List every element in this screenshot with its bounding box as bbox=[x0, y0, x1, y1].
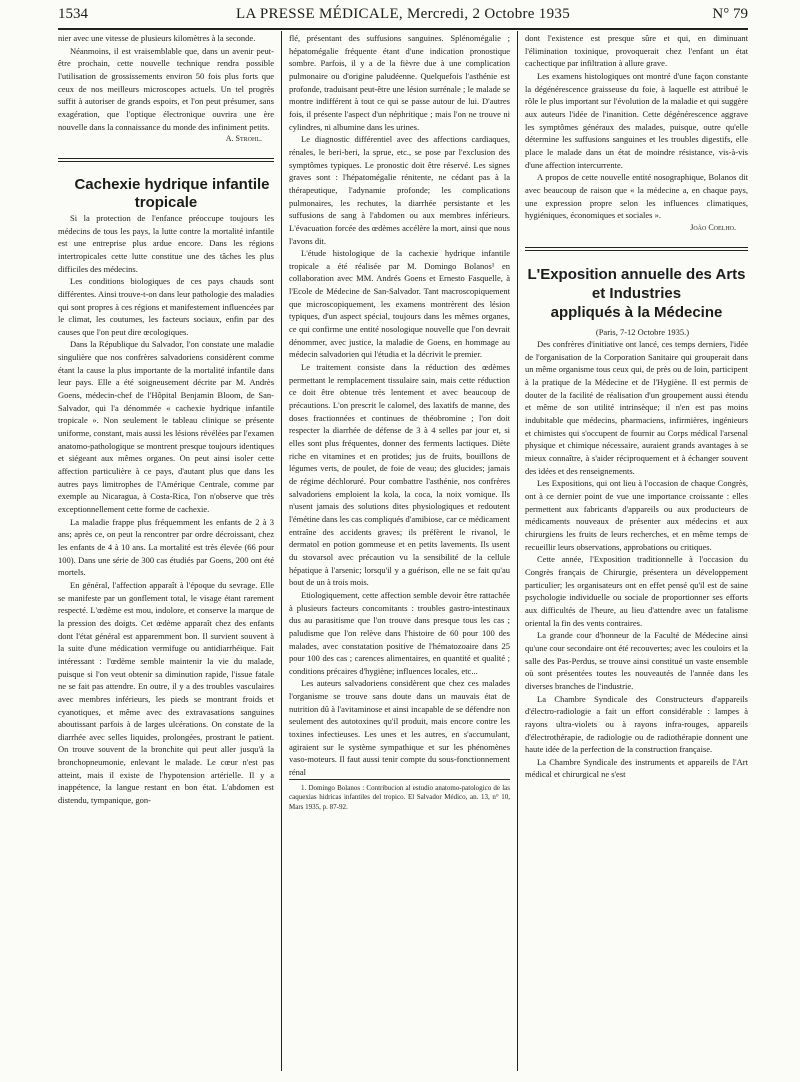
paragraph: Les examens histologiques ont montré d'une façon constante la dégénérescence graisseuse du foie, à laquelle est attribué le rôle le plus important sur l'évolution de la maladie et qui suggère aux auteurs l'idée de l'inanition. Cette dégénérescence aggrave les symptômes généraux des malades, puisque, outre qu'elle détermine les suffusions sanguines et les troubles digestifs, elle place le malade dans un état de moindre résistance, vis-à-vis d'une affection intercurrente. bbox=[525, 70, 748, 170]
issue-number: N° 79 bbox=[712, 6, 748, 22]
article-dateline: (Paris, 7-12 Octobre 1935.) bbox=[595, 326, 690, 337]
author-signature: A. Strohl. bbox=[225, 134, 262, 144]
paragraph: nier avec une vitesse de plusieurs kilomètres à la seconde. bbox=[58, 33, 256, 43]
section-separator bbox=[58, 158, 274, 162]
paragraph: flé, présentant des suffusions sanguines. Splénomégalie ; hépatomégalie fréquente étant d'une indication pronostique sombre. Parfois, il y a de la fièvre due à une complication pulmonaire ou d'origine paludéenne. Quelquefois l'asthénie est profonde, traduisant peut-être une lésion surrénale ; le malade se montre indifférent à tout ce qui se passe autour de lui. D'autres fois, il présente l'aspect d'un néphritique ; mais l'on ne trouve ni cylindres, ni albumine dans les urines. bbox=[289, 33, 510, 132]
paragraph: Cette année, l'Exposition traditionnelle à l'occasion du Congrès français de Chirurgie, présentera un développement particulier; les organisateurs ont en effet pensé qu'il est de saine psychologie individuelle ou sociale de proportionner ses efforts aux difficultés de l'heure, au lieu d'attendre avec un fatalisme oriental la fin des vents contraires. bbox=[525, 554, 748, 628]
author-signature: João Coelho. bbox=[690, 222, 736, 232]
paragraph: L'étude histologique de la cachexie hydrique infantile tropicale a été réalisée par M. Domingo Bolanos¹ en collaboration avec MM. Andrés Goens et Ernesto Fasquelle, à l'Ecole de Médecine de San-Salvador. Tant macroscopiquement que microscopiquement, les examens montrèrent des lésion typiques, d'un aspect spécial, toujours dans les mêmes organes, ce qui confirme une entité nosologique nouvelle que l'on devrait dénommer, avec justice, la maladie de Goens, en hommage au médecin salvadorien qui l'étudia et la décrivit le premier. bbox=[289, 248, 510, 360]
paragraph: Le diagnostic différentiel avec des affections cardiaques, rénales, le beri-beri, la sprue, etc., se pose par l'exclusion des symptômes typiques. Le pronostic doit être réservé. Les signes graves sont : l'hépatomégalie rénitente, ne cédant pas à la thérapeutique, l'adynamie profonde; les complications pulmonaires, les rechutes, la diarrhée persistante et les suffusions de sang à l'abdomen ou aux membres inférieurs. L'évacuation forcée des œdèmes accélère la mort, ainsi que nous l'avons dit. bbox=[289, 134, 510, 246]
paragraph: Les conditions biologiques de ces pays chauds sont différentes. Ainsi trouve-t-on dans leur pathologie des maladies qui sont propres à ces régions et manifestement influencées par le climat, les coutumes, les facteurs sociaux, enfin par des causes que l'on peut dire œcologiques. bbox=[58, 276, 274, 337]
paragraph: La Chambre Syndicale des instruments et appareils de l'Art médical et chirurgical ne s'est bbox=[525, 756, 748, 780]
paragraph: Néanmoins, il est vraisemblable que, dans un avenir peut-être prochain, cette nouvelle technique rendra possible l'utilisation de grossissements environ 50 fois plus forts que ceux de nos meilleurs microscopes actuels. Un tel progrès suffit à autoriser de grands espoirs, et l'on peut présumer, sans exagération, que l'optique électronique ouvrira une ère nouvelle dans la connaissance du monde des infiniment petits. bbox=[58, 45, 274, 132]
article-title-line: appliqués à la Médecine bbox=[550, 303, 723, 321]
paragraph: La Chambre Syndicale des Constructeurs d'appareils d'électro-radiologie a fait un effort considérable : lampes à rayons ultra-violets ou à rayons infra-rouges, appareils d'électrothérapie, de radiologie ou de radiothérapie donnent une haute idée de la perfection de la construction française. bbox=[525, 693, 748, 755]
article-title-line: et Industries bbox=[591, 284, 682, 302]
paragraph: La grande cour d'honneur de la Faculté de Médecine ainsi qu'une cour secondaire ont été recouvertes; avec les couloirs et la salle des Pas-Perdus, se trouve ainsi constitué un vaste ensemble où sont présentées toutes les nouveautés de l'année dans les diverses branches de l'industrie. bbox=[525, 630, 748, 691]
column-divider bbox=[517, 31, 518, 1071]
paragraph: A propos de cette nouvelle entité nosographique, Bolanos dit avec beaucoup de raison que « la médecine a, en chaque pays, une expression propre selon les influences climatiques, hygiéniques, économiques et sociales ». bbox=[525, 172, 748, 221]
section-separator bbox=[525, 247, 748, 251]
article-title: Cachexie hydrique infantile tropicale bbox=[74, 175, 270, 211]
paragraph: Les Expositions, qui ont lieu à l'occasion de chaque Congrès, ont à ce dernier point de vue une importance croissante : elles permettent aux fabricants d'appareils ou aux producteurs de médicaments nouveaux de présenter aux médecins et aux chirurgiens les fruits de leurs recherches, et en même temps de recueillir leurs observations, approbations ou critiques. bbox=[525, 478, 748, 552]
column-divider bbox=[281, 31, 282, 1071]
paragraph: Etiologiquement, cette affection semble devoir être rattachée à plusieurs facteurs concomitants : troubles gastro-intestinaux dus au parasitisme que l'on trouve dans presque tous les cas ; paludisme que l'on relève dans l'histoire de 60 pour 100 des malades, avec constatation positive de l'hématozoaire dans 25 pour 100 des cas ; carences alimentaires, en quantité et qualité ; conditions précaires d'hygiène; influences locales, etc... bbox=[289, 589, 510, 676]
paragraph: En général, l'affection apparaît à l'époque du sevrage. Elle se manifeste par un gonflement total, le visage étant rarement respecté. L'œdème est mou, indolore, et conserve la marque de la pression des doigts. Cet œdème apparaît chez des enfants dont l'état général est apparemment bon. Il survient souvent à la suite d'une médication vermifuge ou antidiarrhéique. Fait intéressant : l'œdème semble maintenir la vie du malade, puisque si l'on veut obtenir sa diminution rapide, l'issue fatale ne se fait pas attendre. En outre, il y a des troubles vasculaires avec membres inférieurs, les pieds se montrant froids et cyanotiques, et même avec des extravasations sanguines aboutissant parfois à de larges ulcérations. On constate de la diarrhée avec selles liquides, prolongées, prostrant le patient. On trouve souvent de la bronchite qui peut aller jusqu'à la bronchopneumonie, enlevant le malade. Le cœur n'est pas atteint, mais il existe de l'hypotension artérielle. Il y a inappétence, la langue restant en bon état. L'abdomen est distendu, tympanique, gon- bbox=[58, 579, 274, 806]
page-header bbox=[58, 6, 748, 28]
paragraph: Les auteurs salvadoriens considèrent que chez ces malades l'organisme se trouve sans doute dans un mauvais état de nutrition dû à l'avitaminose et ainsi incapable de se défendre non seulement des autotoxines qu'il produit, mais encore contre les toxines infectieuses. Les unes et les autres, en s'accumulant, agiraient sur le système sympathique et sur les phénomènes vaso-moteurs. Il faut aussi tenir compte du sous-fonctionnement rénal bbox=[289, 678, 510, 778]
page-number: 1534 bbox=[58, 6, 88, 22]
paragraph: Des confrères d'initiative ont lancé, ces temps derniers, l'idée de l'organisation de la Corporation Sanitaire qui grouperait dans un même organisme tous ceux qui, de près ou de loin, participent à la pratique de la Médecine et de l'Hygiène. Il est permis de douter de la facilité de réalisation d'un groupement aussi étendu et même de son utilité intrinsèque; il n'en est pas moins indubitable que médecins, pharmaciens, infirmières, ingénieurs et chimistes qui s'occupent de fournir au Corps médical l'arsenal physique et chimique nécessaire, auraient grands avantages à se mieux connaître, à s'aider réciproquement et à échanger souvent des idées et des renseignements. bbox=[525, 339, 748, 476]
article-title bbox=[525, 265, 748, 322]
article-title-line: L'Exposition annuelle des Arts bbox=[527, 265, 746, 283]
paragraph: Dans la République du Salvador, l'on constate une maladie singulière que nos confrères salvadoriens considèrent comme étant la cause la plus importante de la mortalité infantile dans leur pays. Elle a été soigneusement décrite par M. Andrès Goens, médecin-chef de l'Hôpital Benjamin Bloom, de San-Salvador, qui l'a dénommée « cachexie hydrique infantile tropicale ». Non seulement le tableau clinique se présente uniforme, constant, mais aussi les lésions révélées par l'examen anatomo-pathologique se montrent presque toujours identiques et siégeant aux mêmes organes. On peut ainsi isoler cette affection particulière à ce pays, d'autant plus que dans les autres pays limitrophes de l'Amérique Centrale, comme par exemple au Nicaragua, à Costa-Rica, l'on n'observe que très exceptionnellement cette forme de cachexie. bbox=[58, 339, 274, 514]
column-right bbox=[525, 32, 748, 781]
paragraph: Si la protection de l'enfance préoccupe toujours les médecins de tous les pays, la lutte contre la mortalité infantile est une entreprise plus ardue encore. Dans les régions intertropicales cette lutte constitue une des tâches les plus difficiles des médecins. bbox=[58, 212, 274, 274]
header-rule bbox=[58, 28, 748, 30]
column-left bbox=[58, 32, 274, 807]
paragraph: Le traitement consiste dans la réduction des œdèmes permettant le remplacement tissulaire sain, mais cette réduction ce doit être obtenue très lentement et avec beaucoup de précautions. L'on prescrit le calomel, des laxatifs de manne, des doses fractionnées et continues de théobromine ; l'on doit respecter la diarrhée de défense de 3 à 4 selles par jour et, si elles sont plus fréquentes, donner des ferments lactiques. Diète riche en vitamines et en protides; jus de fruits, bouillons de légumes verts, de poulet, de foie de veau; des glucides; jamais de régime déchloruré. Pour combattre l'asthénie, nos confrères salvadoriens emploient la kola, la coca, la noix vomique. Ils n'usent jamais des solutions dites physiologiques et redoutent l'émétine dans les cas compliqués d'amibiose, car ce médicament entraîne des accidents graves; ils préfèrent le rivanol, le dermatol en potion gommeuse et en petits lavements. Ils usent du stovarsol avec précaution vu la sensibilité de la cellule hépatique à l'arsenic; lorsqu'il y a guérison, elle ne se fait qu'au bout de un à trois mois. bbox=[289, 362, 510, 588]
column-middle bbox=[289, 32, 510, 812]
journal-title: LA PRESSE MÉDICALE, Mercredi, 2 Octobre 1935 bbox=[236, 6, 570, 22]
paragraph: dont l'existence est presque sûre et qui, en diminuant l'élimination toxinique, provoquerait chez l'enfant un état cachectique par infiltration à allure grave. bbox=[525, 33, 748, 69]
paragraph: La maladie frappe plus fréquemment les enfants de 2 à 3 ans; après ce, on peut la rencontrer par ordre décroissant, chez les enfants de 4 à 10 ans. La mortalité est très élevée (66 pour 100). Dans une série de 300 cas étudiés par Goens, 200 ont été mortels. bbox=[58, 516, 274, 578]
footnote: 1. Domingo Bolanos : Contribucion al estudio anatomo-patologico de las caquexias hidricas infantiles del tropico. El Salvador Médico, an. 13, n° 10, Mars 1935, p. 87-92. bbox=[289, 779, 510, 813]
